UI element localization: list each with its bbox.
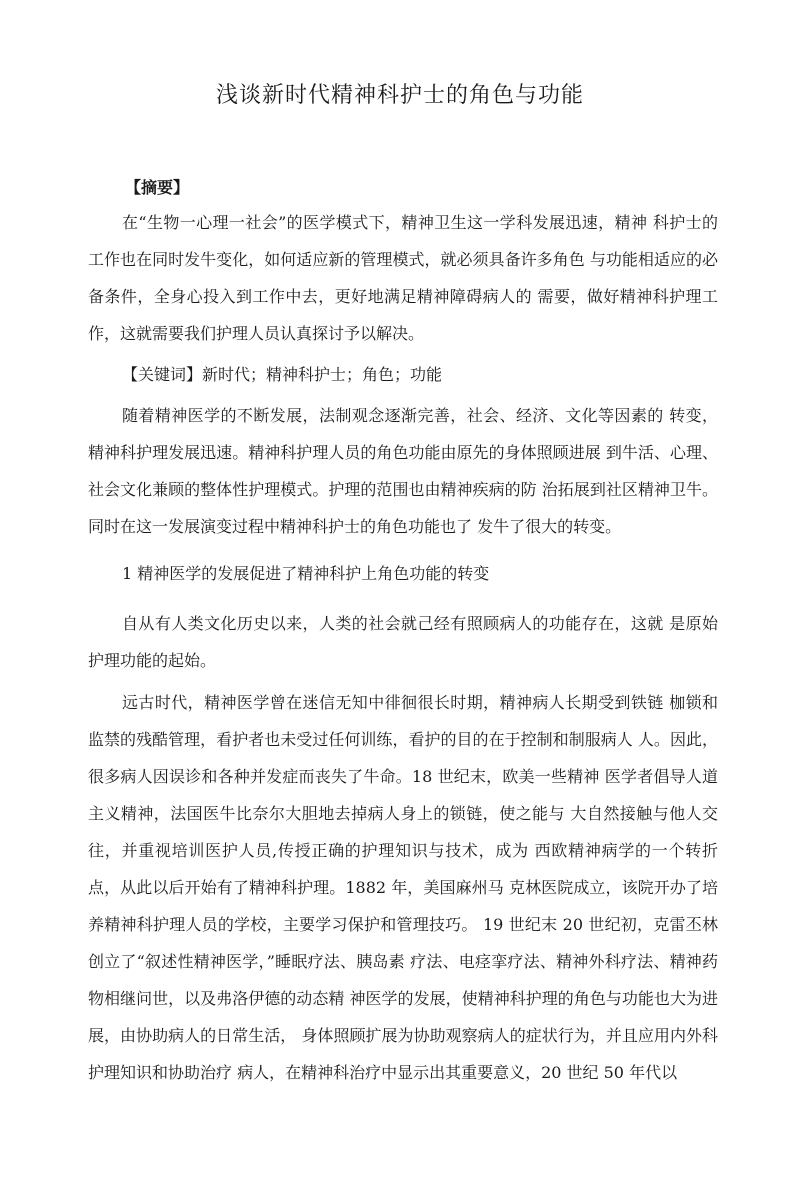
abstract-heading: 【摘要】 [125,178,190,197]
intro-paragraph: 随着精神医学的不断发展，法制观念逐渐完善，社会、经济、文化等因素的 转变，精神科护理发展迅速。精神科护理人员的角色功能由原先的身体照顾进展 到牛活、心理、社会文化兼顾的整体性护理模式。护理的范围也由精神疾病的防 治拓展到社区精神卫牛。同时在这一发展演变过程中精神科护士的角色功能也了 发牛了很大的转变。 [88,406,718,536]
abstract-paragraph: 在“生物一心理一社会”的医学模式下，精神卫生这一学科发展迅速，精神 科护士的工作也在同时发牛变化，如何适应新的管理模式，就必须具备许多角色 与功能相适应的必备条件，全身心投入到工作中去，更好地满足精神障碍病人的 需要，做好精神科护理工作，这就需要我们护理人员认真探讨予以解决。 [88,213,718,343]
origin-paragraph: 自从有人类文化历史以来，人类的社会就己经有照顾病人的功能存在，这就 是原始护理功能的起始。 [88,614,718,670]
history-paragraph: 远古时代，精神医学曾在迷信无知中徘徊很长时期，精神病人长期受到铁链 枷锁和监禁的残酷管理，看护者也未受过任何训练，看护的目的在于控制和制服病人 人。因此，很多病人因误诊和各种并发症而丧失了牛命。18 世纪末，欧美一些精神 医学者倡导人道主义精神，法国医牛比奈尔大胆地去掉病人身上的锁链，使之能与 大自然接触与他人交往，并重视培训医护人员,传授正确的护理知识与技术，成为 西欧精神病学的一个转折点，从此以后开始有了精神科护理。1882 年，美国麻州马 克林医院成立，该院开办了培养精神科护理人员的学校，主要学习保护和管理技巧。 19 世纪末 20 世纪初，克雷丕林创立了“叙述性精神医学，”睡眠疗法、胰岛素 疗法、电痉挛疗法、精神外科疗法、精神药物相继问世，以及弗洛伊德的动态精 神医学的发展，使精神科护理的角色与功能也大为进展，由协助病人的日常生活， 身体照顾扩展为协助观察病人的症状行为，并且应用内外科护理知识和协助治疗 病人，在精神科治疗中显示出其重要意义，20 世纪 50 年代以 [88,693,718,1082]
section-heading: 1 精神医学的发展促进了精神科护上角色功能的转变 [122,564,490,583]
document-title: 浅谈新时代精神科护士的角色与功能 [215,83,584,108]
keywords-line: 【关键词】新时代；精神科护士；角色；功能 [122,365,443,384]
